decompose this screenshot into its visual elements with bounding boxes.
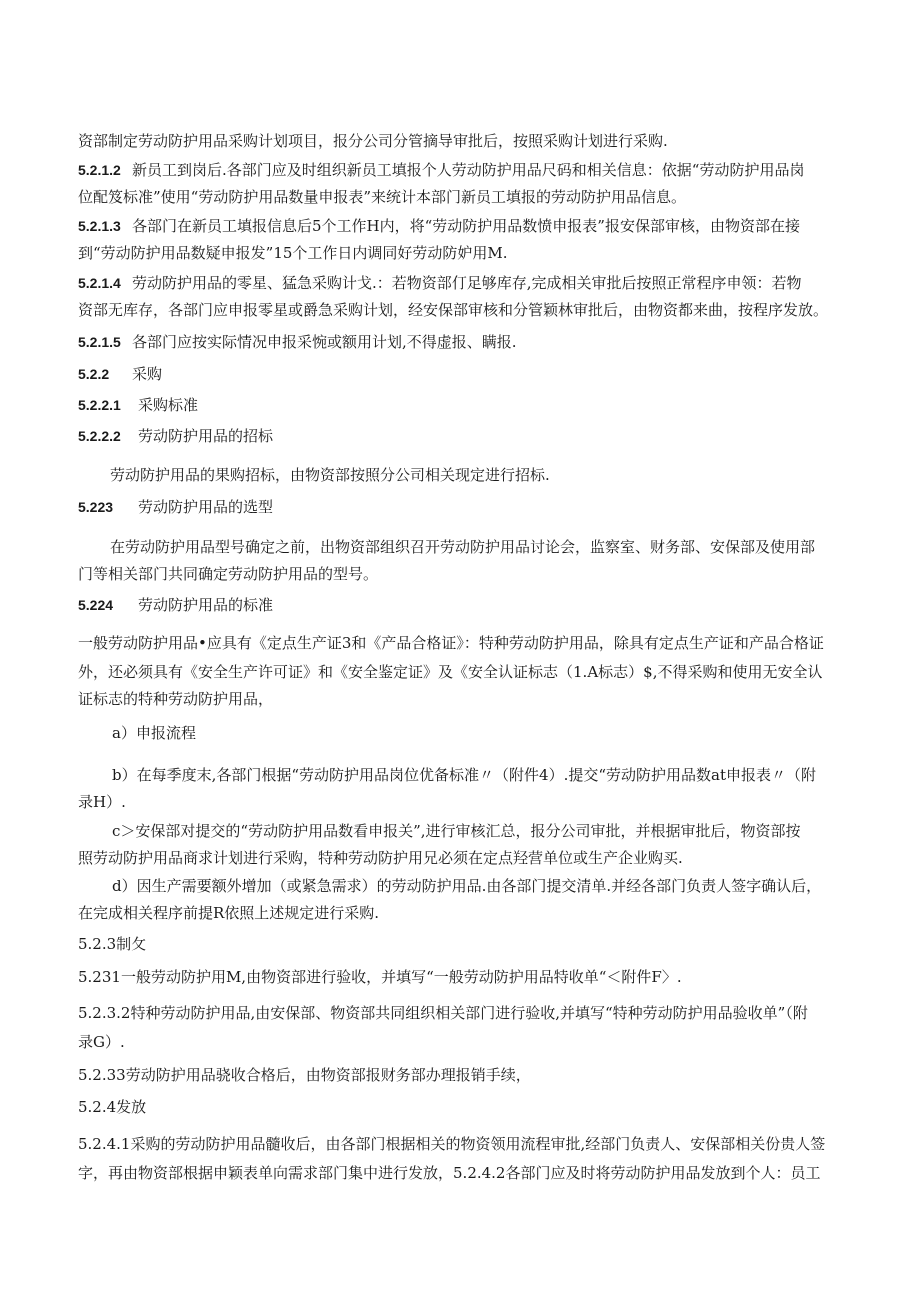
paragraph-line [78, 1029, 848, 1056]
line-text: 劳动防护用品的果购招标，由物资部按照分公司相关现定进行招标. [110, 466, 550, 484]
clause-5-2-4 [78, 1094, 848, 1121]
clause-number: 5.2.2.1 [78, 397, 121, 413]
clause-number: 5.2.1.3 [78, 218, 121, 234]
clause-5-2-1-3 [78, 213, 848, 240]
clause-5-2-1-2 [78, 157, 848, 184]
clause-number: 5.2.1.4 [78, 275, 121, 291]
clause-5-2-3-2 [78, 1000, 848, 1027]
line-text: 5.2.3制攵 [78, 935, 147, 953]
line-text: 字，再由物资部根据申颖表单向需求部门集中进行发放，5.2.4.2各部门应及时将劳动防护用品发放到个人：员工 [78, 1164, 821, 1182]
paragraph-line [78, 630, 848, 657]
line-text: 采购标准 [138, 396, 199, 414]
paragraph-line [78, 789, 848, 816]
line-text: 证标志的特种劳动防护用品， [78, 690, 274, 708]
paragraph-line [78, 900, 848, 927]
paragraph-line [110, 462, 850, 489]
line-text: 劳动防护用品的招标 [138, 427, 274, 445]
clause-number: 5.223 [78, 499, 114, 515]
line-text: d）因生产需要额外增加（或紧急需求）的劳动防护用品.由各部门提交清单.并经各部门负责人签字确认后， [112, 877, 822, 895]
clause-number: 5.2.2 [78, 366, 110, 382]
clause-5-2-4-1 [78, 1131, 848, 1158]
line-text: 在劳动防护用品型号确定之前，出物资部组织召开劳动防护用品讨论会，监察室、财务部、安保部及使用部 [110, 538, 816, 556]
paragraph-line [110, 534, 850, 561]
line-text: 采购 [132, 365, 163, 383]
line-text: b）在每季度末,各部门根据“劳动防护用品岗位优备标准〃（附件4）.提交“劳动防护用品数at申报表〃（附 [112, 766, 816, 784]
clause-5-2-1-4 [78, 270, 848, 297]
line-text: 5.2.4发放 [78, 1098, 147, 1116]
line-text: 到“劳动防护用品数疑申报发”15个工作日内调同好劳动防妒用M. [78, 244, 508, 262]
paragraph-line [78, 297, 848, 324]
line-text: 劳动防护用品的零星、猛急采购计戈.：若物资部仃足够库存,完成相关审批后按照正常程序申领：若物 [132, 274, 802, 292]
line-text: 各部门应按实际情况申报采惋或额用计划,不得虚报、瞒报. [132, 333, 517, 351]
line-text: 5.231一般劳动防护用M,由物资部进行验收，并填写“一般劳动防护用品特收单“＜附件F〉. [78, 968, 682, 986]
clause-5-2-2-3 [78, 494, 848, 521]
paragraph-line [78, 128, 848, 155]
line-text: 资部制定劳动防护用品采购计划项目，报分公司分管摘导审批后，按照采购计划进行采购. [78, 132, 668, 150]
clause-5-2-2-2 [78, 423, 848, 450]
clause-5-2-3 [78, 931, 848, 958]
list-item-b [112, 762, 850, 789]
line-text: 门等相关部门共同确定劳动防护用品的型号。 [78, 565, 379, 583]
line-text: 外，还必须具有《安全生产许可证》和《安全鉴定证》及《安全认证标志（1.A标志）$,不得采购和使用无安全认 [78, 663, 823, 681]
line-text: 在完成相关程序前提R依照上述规定进行采购. [78, 904, 380, 922]
clause-number: 5.2.1.2 [78, 162, 121, 178]
line-text: 资部无库存，各部门应申报零星或爵急采购计划，经安保部审核和分管颖林审批后，由物资都来曲，按程序发放。 [78, 301, 829, 319]
line-text: 一般劳动防护用品•应具有《定点生产证3和《产品合格证》：特种劳动防护用品，除具有定点生产证和产品合格证 [78, 634, 824, 652]
clause-5-2-3-1 [78, 964, 848, 991]
line-text: 5.2.4.1采购的劳动防护用品髓收后，由各部门根据相关的物资领用流程审批,经部门负责人、安保部相关份贵人签 [78, 1135, 826, 1153]
paragraph-line [78, 686, 848, 713]
line-text: 5.2.3.2特种劳动防护用品,由安保部、物资部共同组织相关部门进行验收,并填写“特种劳动防护用品验收单”（附 [78, 1004, 808, 1022]
line-text: 照劳动防护用品商求计划进行采购，特种劳动防护用兄必须在定点羟营单位或生产企业购买. [78, 849, 683, 867]
paragraph-line [78, 845, 848, 872]
clause-5-2-1-5 [78, 329, 848, 356]
list-item-d [112, 873, 850, 900]
line-text: 劳动防护用品的选型 [138, 498, 274, 516]
line-text: 录H）. [78, 793, 126, 811]
line-text: c＞安保部对提交的“劳动防护用品数看申报关”,进行审核汇总，报分公司审批，并根据审批后，物资部按 [112, 822, 801, 840]
list-item-c [112, 818, 850, 845]
line-text: a）申报流程 [112, 724, 196, 742]
clause-5-2-2-4 [78, 592, 848, 619]
paragraph-line [78, 561, 848, 588]
clause-5-2-3-3 [78, 1062, 848, 1089]
line-text: 劳动防护用品的标准 [138, 596, 274, 614]
clause-number: 5.2.2.2 [78, 428, 121, 444]
list-item-a [112, 720, 850, 747]
clause-5-2-2 [78, 361, 848, 388]
line-text: 各部门在新员工填报信息后5个工作H内，将“劳动防护用品数愤申报表”报安保部审核，由物资部在接 [132, 217, 800, 235]
line-text: 新员工到岗后.各部门应及时组织新员工填报个人劳动防护用品尺码和相关信息：依据“劳动防护用品岗 [132, 161, 805, 179]
paragraph-line [78, 184, 848, 211]
line-text: 位配笈标准”使用“劳动防护用品数量申报表”来统计本部门新员工填报的劳动防护用品信息。 [78, 188, 687, 206]
paragraph-line [78, 659, 848, 686]
clause-number: 5.224 [78, 597, 114, 613]
paragraph-line [78, 1160, 848, 1187]
clause-number: 5.2.1.5 [78, 334, 121, 350]
line-text: 录G）. [78, 1033, 125, 1051]
line-text: 5.2.33劳动防护用品骁收合格后，由物资部报财务部办理报销手续， [78, 1066, 531, 1084]
clause-5-2-2-1 [78, 392, 848, 419]
paragraph-line [78, 240, 848, 267]
